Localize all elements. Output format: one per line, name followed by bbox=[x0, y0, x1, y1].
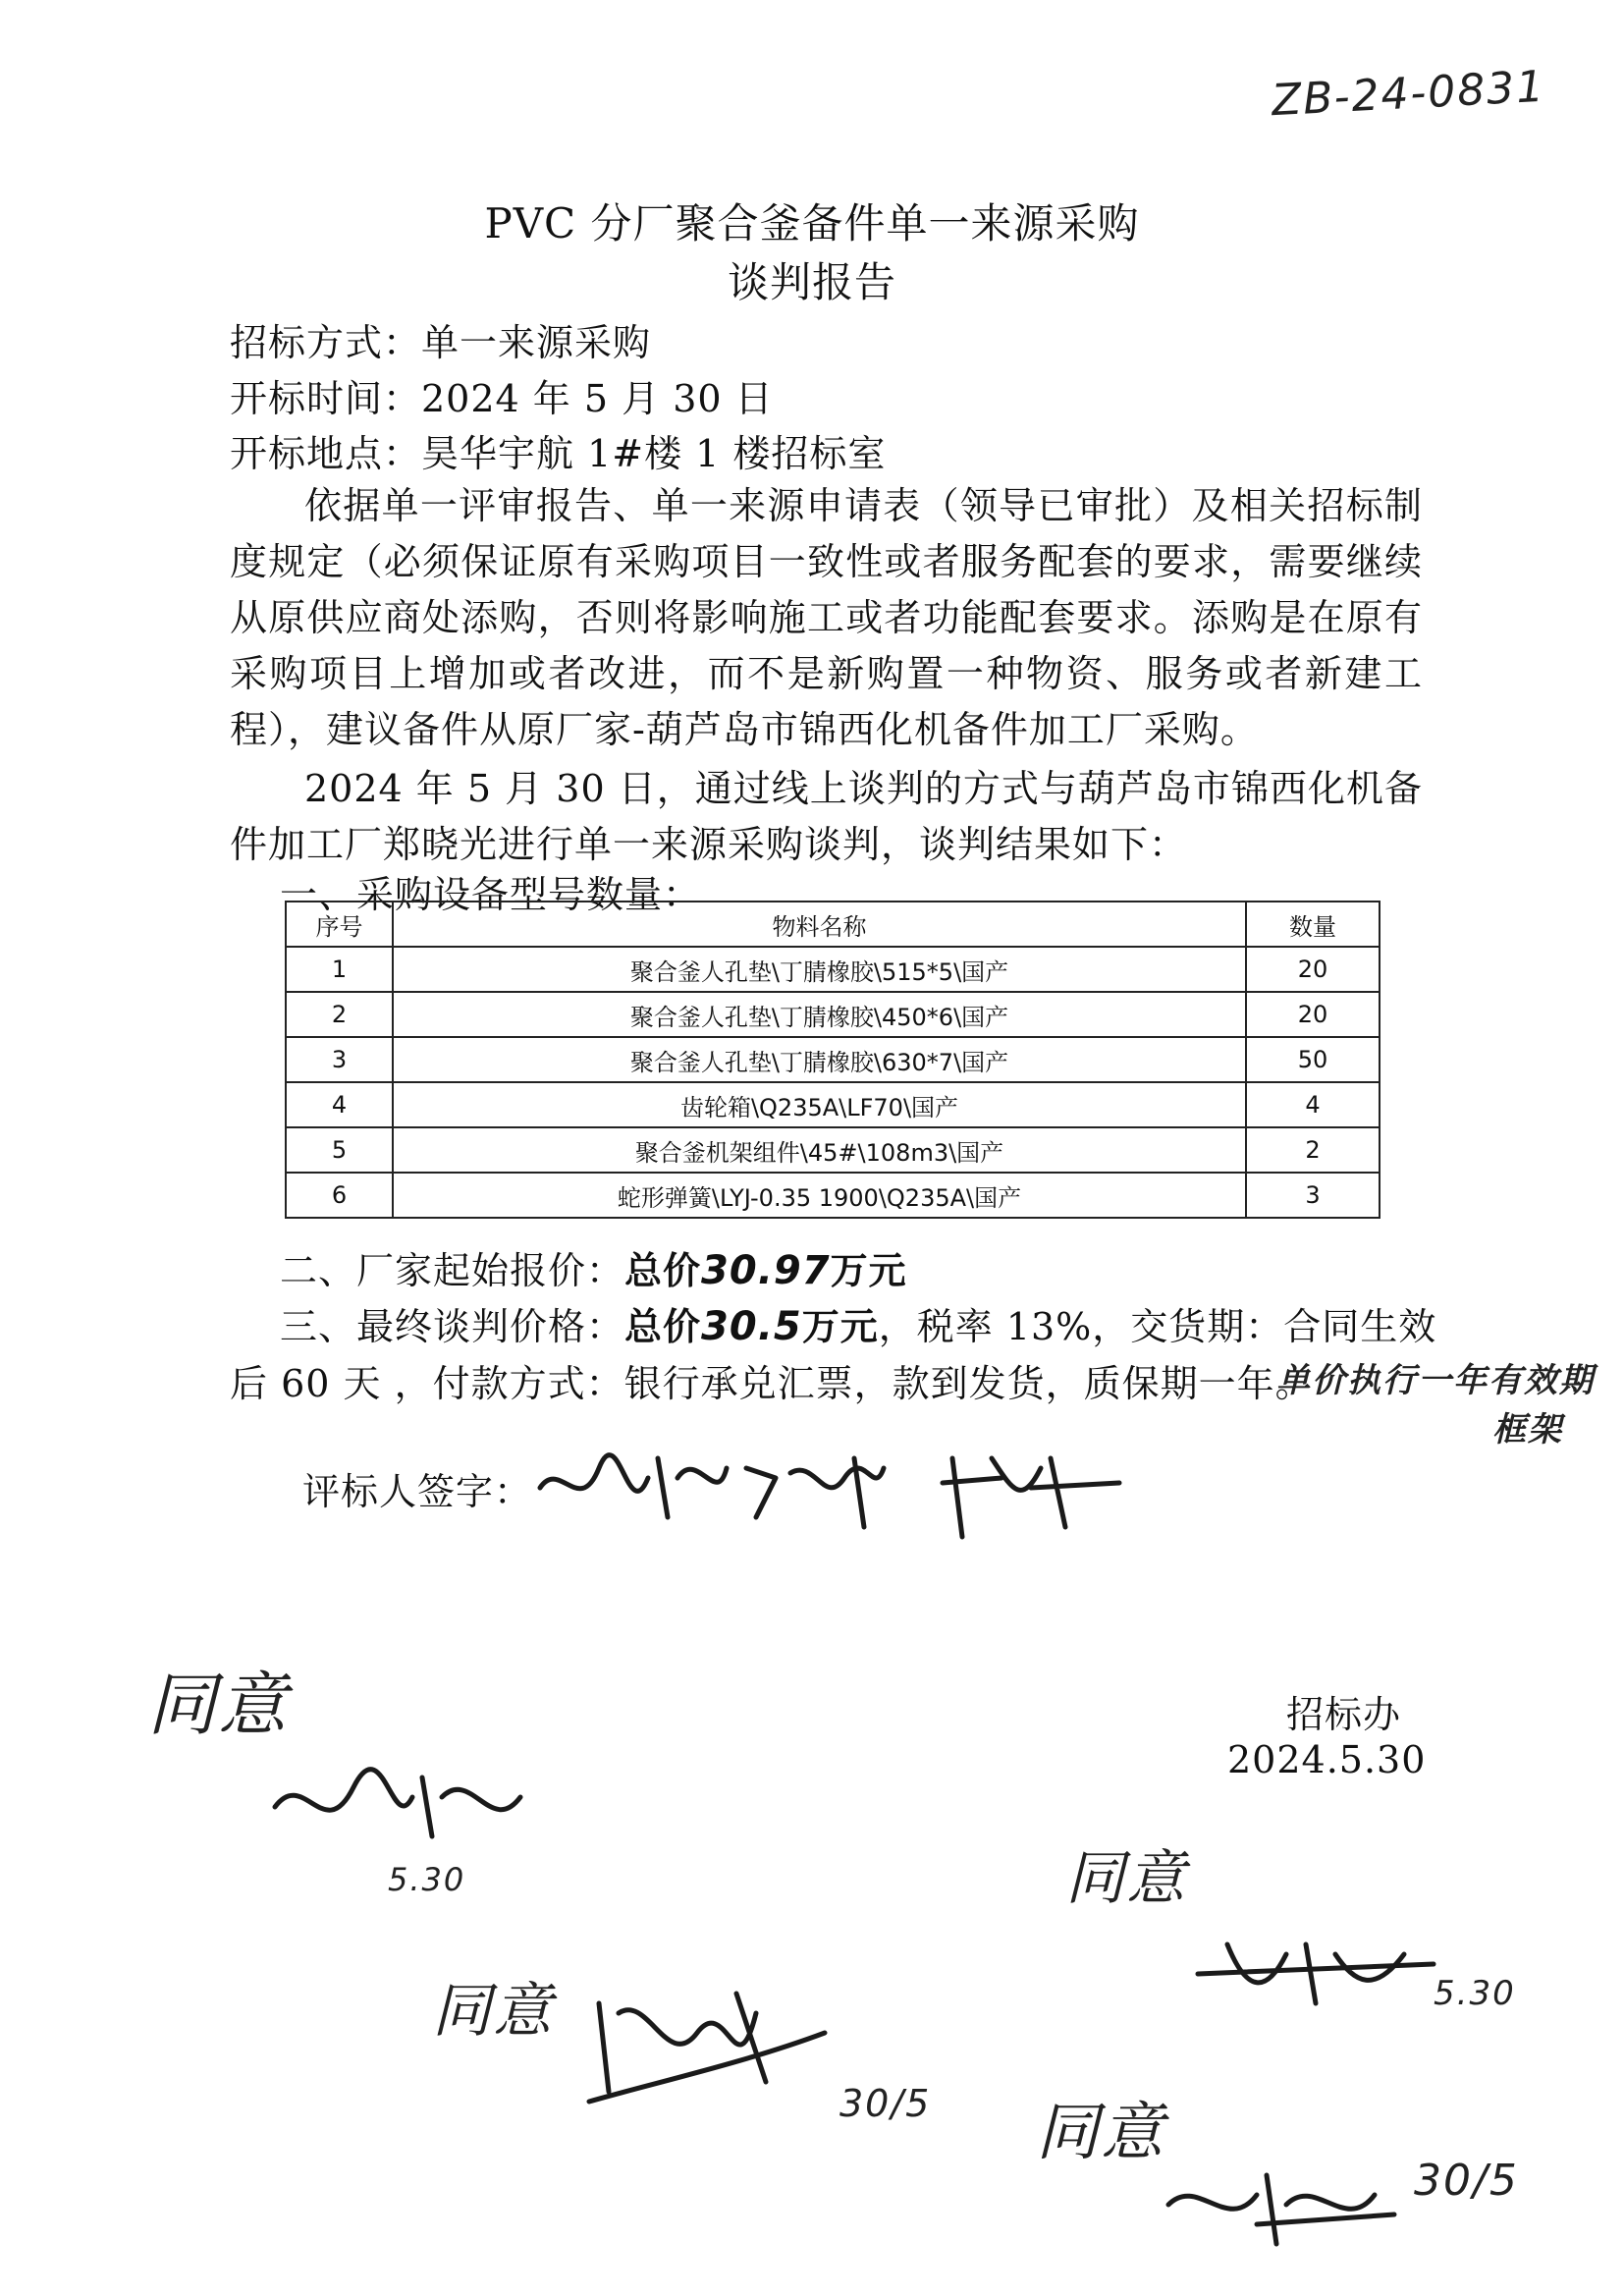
cell-name: 聚合釜机架组件\45#\108m3\国产 bbox=[393, 1127, 1246, 1173]
handwritten-note-framework: 框架 bbox=[1492, 1410, 1563, 1449]
paragraph-negotiation: 2024 年 5 月 30 日，通过线上谈判的方式与葫芦岛市锦西化机备件加工厂郑晓光进行单一来源采购谈判，谈判结果如下： bbox=[230, 767, 1423, 866]
cell-no: 4 bbox=[286, 1082, 393, 1127]
cell-name: 聚合釜人孔垫\丁腈橡胶\450*6\国产 bbox=[393, 992, 1246, 1037]
cell-no: 3 bbox=[286, 1037, 393, 1082]
approval-4-signature bbox=[1159, 2146, 1434, 2254]
table-row bbox=[286, 992, 1380, 1037]
cell-no: 1 bbox=[286, 947, 393, 992]
header-name: 物料名称 bbox=[393, 902, 1246, 947]
cell-qty: 20 bbox=[1246, 992, 1380, 1037]
title-line-2: 谈判报告 bbox=[727, 258, 896, 306]
approval-1-date: 5.30 bbox=[388, 1861, 466, 1898]
cell-qty: 4 bbox=[1246, 1082, 1380, 1127]
section-3-final-price bbox=[280, 1296, 1436, 1350]
evaluator-signatures bbox=[530, 1429, 1159, 1547]
cell-no: 2 bbox=[286, 992, 393, 1037]
section-2-total-prefix: 总价 bbox=[624, 1249, 702, 1292]
cell-qty: 50 bbox=[1246, 1037, 1380, 1082]
equipment-table bbox=[285, 901, 1380, 1219]
cell-name: 蛇形弹簧\LYJ-0.35 1900\Q235A\国产 bbox=[393, 1173, 1246, 1218]
section-2-initial-quote bbox=[280, 1240, 907, 1294]
approval-3-signature bbox=[569, 1974, 854, 2121]
table-row bbox=[286, 1037, 1380, 1082]
table-row bbox=[286, 1127, 1380, 1173]
section-3-unit: 万元 bbox=[801, 1305, 879, 1348]
paragraph-basis: 依据单一评审报告、单一来源申请表（领导已审批）及相关招标制度规定（必须保证原有采购项目一致性或者服务配套的要求，需要继续从原供应商处添购，否则将影响施工或者功能配套要求。添购是在原有采购项目上增加或者改进，而不是新购置一种物资、服务或者新建工程），建议备件从原厂家-葫芦岛市锦西化机备件加工厂采购。 bbox=[230, 484, 1423, 751]
approval-2-signature bbox=[1188, 1925, 1453, 2013]
approval-4-text: 同意 bbox=[1036, 2097, 1165, 2169]
section-3-label: 三、最终谈判价格： bbox=[280, 1305, 625, 1348]
approval-4-date: 30/5 bbox=[1414, 2156, 1519, 2206]
header-qty: 数量 bbox=[1246, 902, 1380, 947]
section-2-unit: 万元 bbox=[830, 1249, 907, 1292]
opening-place: 开标地点：昊华宇航 1#楼 1 楼招标室 bbox=[230, 432, 887, 475]
section-3-terms-line-2: 后 60 天 ，付款方式：银行承兑汇票，款到发货，质保期一年。 bbox=[230, 1362, 1314, 1405]
cell-qty: 20 bbox=[1246, 947, 1380, 992]
evaluator-signature-label: 评标人签字： bbox=[302, 1470, 533, 1513]
approval-3-date: 30/5 bbox=[839, 2082, 932, 2125]
cell-no: 5 bbox=[286, 1127, 393, 1173]
approval-2-date: 5.30 bbox=[1434, 1974, 1516, 2013]
approval-3-text: 同意 bbox=[432, 1977, 554, 2046]
table-header-row bbox=[286, 902, 1380, 947]
table-row bbox=[286, 1173, 1380, 1218]
table-row bbox=[286, 947, 1380, 992]
approval-1-signature bbox=[265, 1748, 560, 1856]
evaluator-signature-1 bbox=[540, 1455, 727, 1517]
issuer-office: 招标办 bbox=[1286, 1693, 1402, 1736]
header-no: 序号 bbox=[286, 902, 393, 947]
section-2-label: 二、厂家起始报价： bbox=[280, 1249, 625, 1292]
opening-time: 开标时间：2024 年 5 月 30 日 bbox=[230, 377, 774, 420]
cell-name: 聚合釜人孔垫\丁腈橡胶\515*5\国产 bbox=[393, 947, 1246, 992]
evaluator-signature-2 bbox=[746, 1458, 884, 1527]
section-3-terms: ，税率 13%，交货期：合同生效 bbox=[878, 1305, 1437, 1348]
section-3-total-prefix: 总价 bbox=[624, 1305, 702, 1348]
section-2-handwritten-amount: 30.97 bbox=[701, 1248, 831, 1293]
cell-name: 聚合釜人孔垫\丁腈橡胶\630*7\国产 bbox=[393, 1037, 1246, 1082]
section-1-title: 一、采购设备型号数量： bbox=[280, 873, 702, 916]
title-line-1: PVC 分厂聚合釜备件单一来源采购 bbox=[484, 199, 1140, 247]
cell-name: 齿轮箱\Q235A\LF70\国产 bbox=[393, 1082, 1246, 1127]
approval-2-text: 同意 bbox=[1065, 1844, 1187, 1913]
section-3-handwritten-amount: 30.5 bbox=[701, 1304, 802, 1349]
table-row bbox=[286, 1082, 1380, 1127]
handwritten-note-validity: 单价执行一年有效期 bbox=[1276, 1361, 1595, 1400]
evaluator-signature-3 bbox=[943, 1458, 1119, 1537]
cell-qty: 2 bbox=[1246, 1127, 1380, 1173]
issue-date: 2024.5.30 bbox=[1227, 1738, 1427, 1781]
cell-no: 6 bbox=[286, 1173, 393, 1218]
cell-qty: 3 bbox=[1246, 1173, 1380, 1218]
document-id: ZB-24-0831 bbox=[1270, 61, 1547, 127]
procurement-method: 招标方式：单一来源采购 bbox=[230, 321, 652, 364]
approval-1-text: 同意 bbox=[147, 1665, 289, 1745]
